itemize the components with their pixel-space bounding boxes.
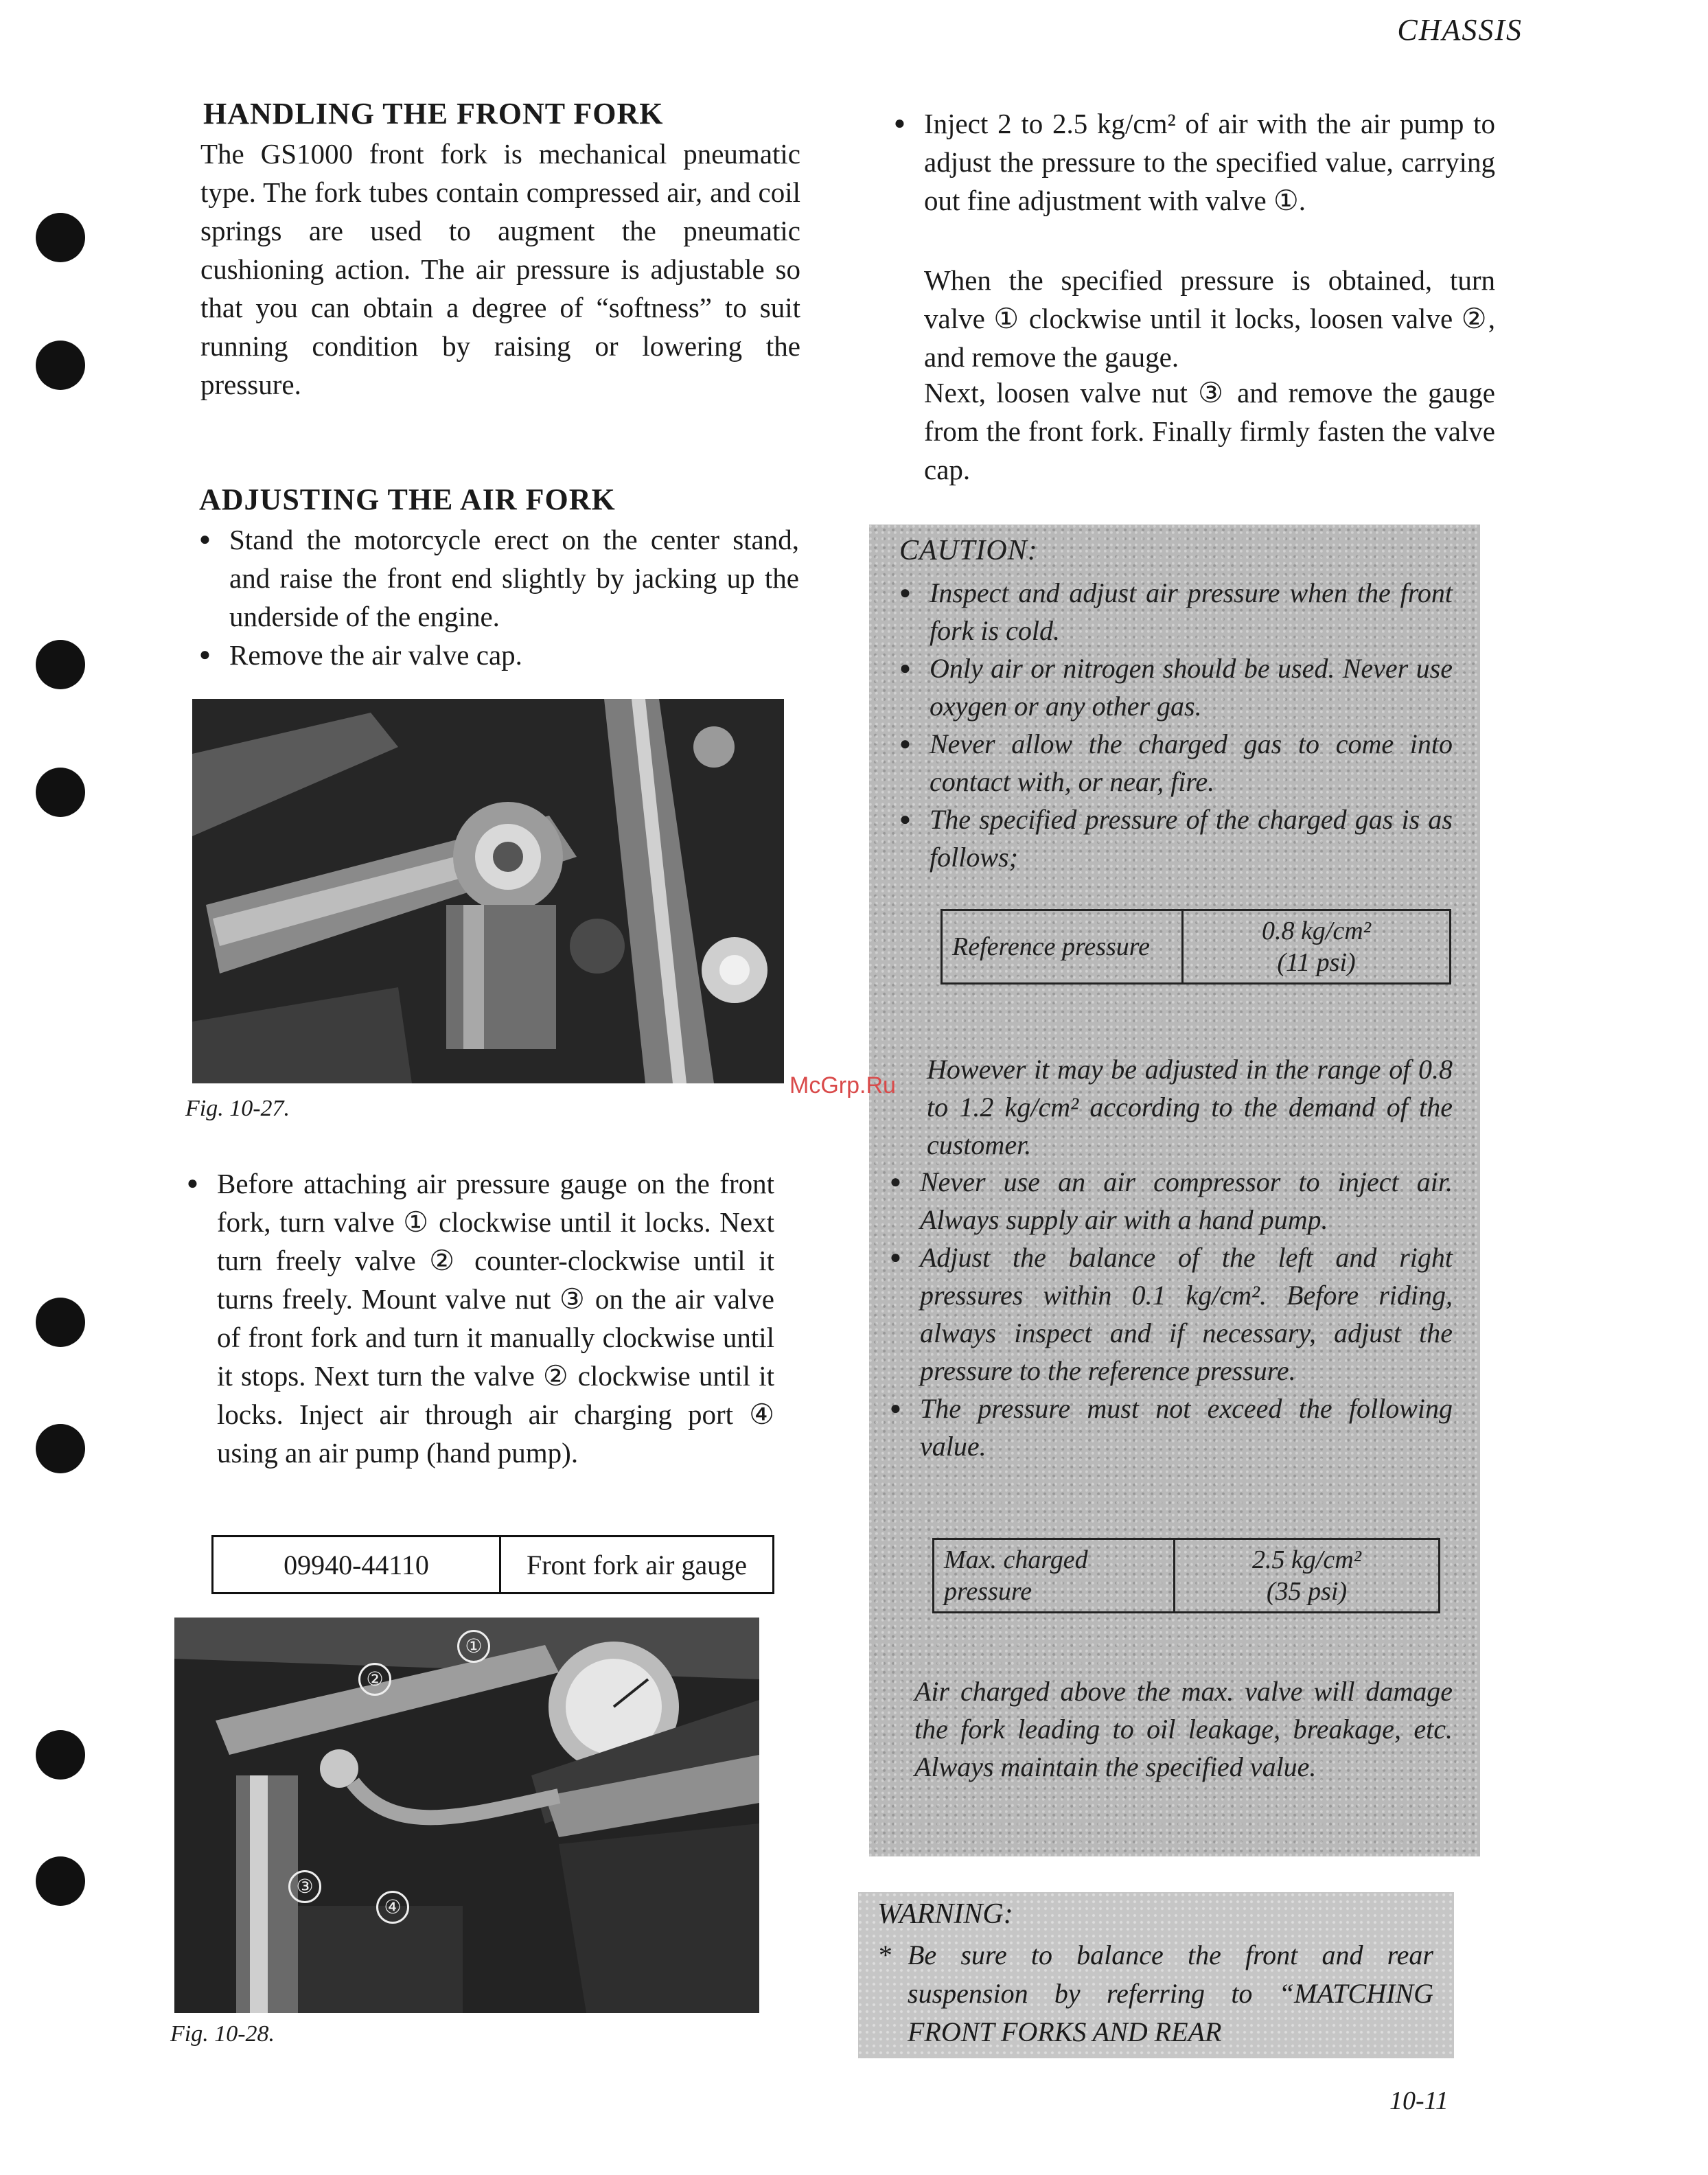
gauge-instructions [187,1164,774,1472]
list-item: ● Remove the air valve cap. [199,636,799,674]
air-gauge-photo [174,1618,759,2013]
list-item: ● Never use an air compressor to inject air. Always supply air with a hand pump. [890,1163,1453,1239]
tool-name: Front fork air gauge [500,1537,774,1593]
max-pressure-note: Air charged above the max. valve will damage the fork leading to oil leakage, breakage, etc. Always maintain the specified value. [914,1676,1453,1782]
list-item: ● Adjust the balance of the left and right pressures within 0.1 kg/cm². Before riding, always inspect and if necessary, adjust the pressure to the reference pressure. [890,1239,1453,1390]
callout-1: ① [457,1630,490,1663]
figure-caption: Fig. 10-27. [185,1096,290,1121]
list-item: ● The specified pressure of the charged gas is as follows; [899,801,1453,876]
caution-list [899,574,1453,876]
binder-hole [36,768,85,817]
caution-title: CAUTION: [899,535,1038,566]
warning-box [858,1892,1454,2058]
reference-pressure-value [1183,910,1451,984]
binder-hole [36,1730,85,1780]
list-item: ● Inject 2 to 2.5 kg/cm² of air with the air pump to adjust the pressure to the specified value, carrying out fine adjustment with valve ①. [894,104,1495,220]
binder-hole [36,1856,85,1906]
list-item: * Be sure to balance the front and rear suspension by referring to “MATCHING FRONT FORKS AND REAR [877,1936,1433,2051]
binder-hole [36,1298,85,1347]
list-item: ● Before attaching air pressure gauge on the front fork, turn valve ① clockwise until it locks. Next turn freely valve ② counter-clockwise until it turns freely. Mount valve nut ③ on the air valve of front fork and turn it manually clockwise until it stops. Next turn the valve ② clockwise until it locks. Inject air through air charging port ④ using an air pump (hand pump). [187,1164,774,1472]
fork-valve-photo [192,699,784,1083]
max-pressure-psi: (35 psi) [1266,1577,1348,1606]
list-item: ● The pressure must not exceed the following value. [890,1390,1453,1465]
list-item: ● Stand the motorcycle erect on the center stand, and raise the front end slightly by jacking up the underside of the engine. [199,520,799,636]
binder-hole [36,1424,85,1473]
binder-hole [36,213,85,262]
callout-3: ③ [288,1870,321,1903]
max-pressure-label: Max. charged pressure [934,1539,1175,1613]
list-item: ● Never allow the charged gas to come into contact with, or near, fire. [899,725,1453,801]
fork-valve-illustration [192,699,784,1083]
figure-caption: Fig. 10-28. [170,2021,275,2047]
callout-4: ④ [376,1891,409,1924]
handling-heading: HANDLING THE FRONT FORK [203,97,664,130]
list-item: ● Inspect and adjust air pressure when the front fork is cold. [899,574,1453,649]
max-pressure-table [932,1538,1440,1613]
handling-paragraph: The GS1000 front fork is mechanical pneumatic type. The fork tubes contain compressed air, and coil springs are used to augment the pneumatic cushioning action. The air pressure is adjustable so that you can obtain a degree of “softness” to suit running condition by raising or lowering the pressure. [200,138,800,400]
inject-list [894,104,1495,220]
tool-table [211,1535,774,1594]
caution-list-2 [890,1163,1453,1465]
watermark: McGrp.Ru [789,1072,896,1098]
max-pressure-metric: 2.5 kg/cm² [1251,1545,1362,1574]
caution-box [869,525,1480,1856]
air-gauge-illustration [174,1618,759,2013]
warning-title: WARNING: [877,1898,1013,1930]
reference-pressure-table [940,909,1451,985]
adjusting-heading: ADJUSTING THE AIR FORK [199,483,616,516]
reference-pressure-psi: (11 psi) [1277,948,1356,977]
reference-pressure-metric: 0.8 kg/cm² [1261,917,1372,945]
warning-list [877,1936,1433,2051]
valve-cap-paragraph: Next, loosen valve nut ③ and remove the gauge from the front fork. Finally firmly fasten the valve cap. [924,377,1495,485]
adjusting-list [199,520,799,674]
list-item: ● Only air or nitrogen should be used. Never use oxygen or any other gas. [899,649,1453,725]
binder-hole [36,341,85,390]
binder-hole [36,640,85,689]
reference-pressure-label: Reference pressure [942,910,1183,984]
section-header: CHASSIS [1397,13,1523,47]
adjust-range-note: However it may be adjusted in the range of 0.8 to 1.2 kg/cm² according to the demand of the customer. [927,1054,1453,1160]
tool-number: 09940-44110 [213,1537,500,1593]
callout-2: ② [358,1663,391,1696]
page-number: 10-11 [1389,2086,1449,2115]
max-pressure-value [1175,1539,1440,1613]
gauge-removal-paragraph: When the specified pressure is obtained, turn valve ① clockwise until it locks, loosen valve ②, and remove the gauge. [924,264,1495,373]
